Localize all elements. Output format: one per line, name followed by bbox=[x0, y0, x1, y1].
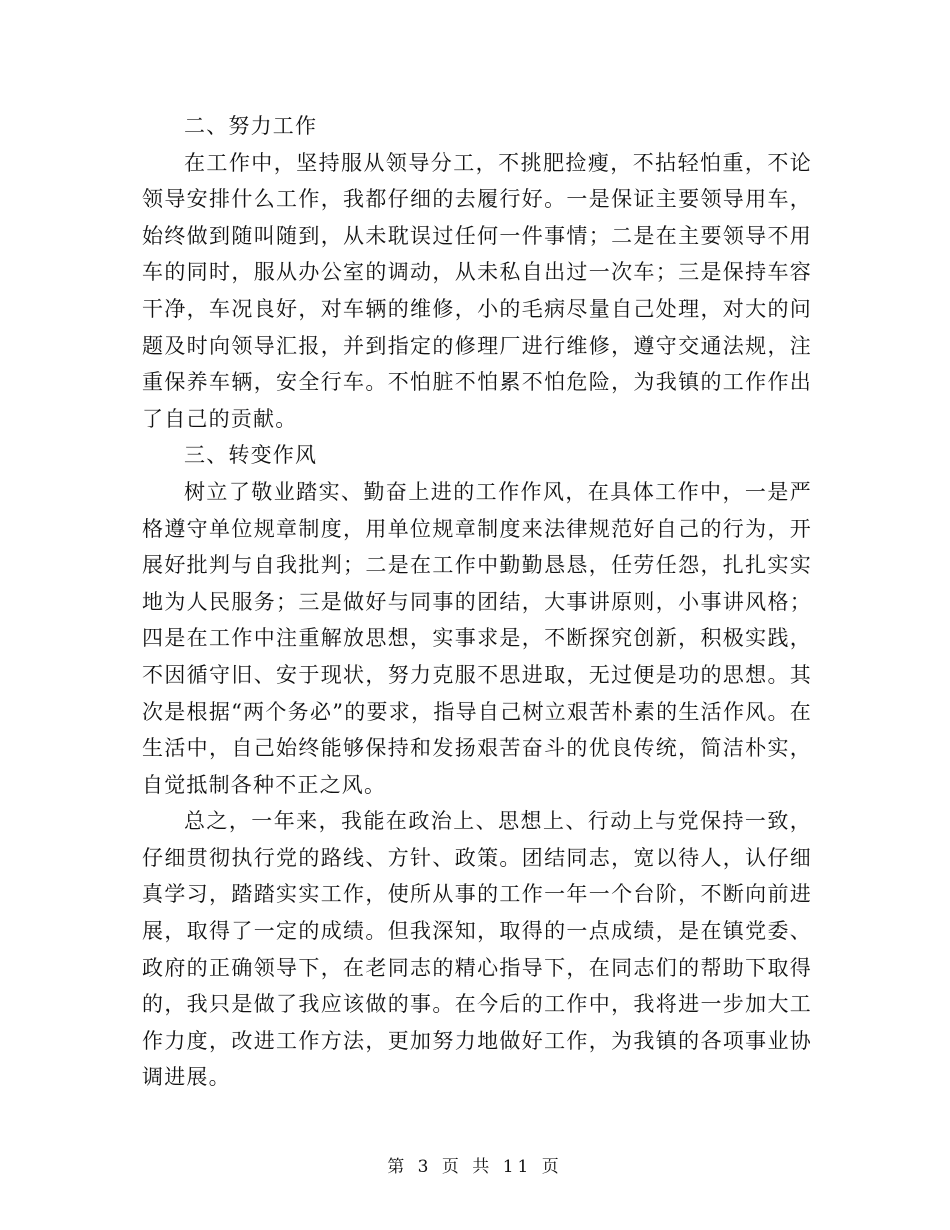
footer-total-pages: 11 bbox=[502, 1157, 533, 1177]
footer-prefix: 第 bbox=[387, 1157, 409, 1177]
footer-middle: 页 共 bbox=[441, 1157, 494, 1177]
section-heading: 三、转变作风 bbox=[184, 443, 318, 468]
footer-suffix: 页 bbox=[541, 1157, 563, 1177]
section-paragraph: 树立了敬业踏实、勤奋上进的工作作风，在具体工作中，一是严格遵守单位规章制度，用单位规章制度来法律规范好自己的行为，开展好批判与自我批判；二是在工作中勤勤恳恳，任劳任怨，扎扎实实地为人民服务；三是做好与同事的团结，大事讲原则，小事讲风格；四是在工作中注重解放思想，实事求是，不断探究创新，积极实践，不因循守旧、安于现状，努力克服不思进取，无过便是功的思想。其次是根据“两个务必”的要求，指导自己树立艰苦朴素的生活作风。在生活中，自己始终能够保持和发扬艰苦奋斗的优良传统，简洁朴实，自觉抵制各种不正之风。 bbox=[142, 479, 812, 797]
section-paragraph: 在工作中，坚持服从领导分工，不挑肥捡瘦，不拈轻怕重，不论领导安排什么工作，我都仔细的去履行好。一是保证主要领导用车，始终做到随叫随到，从未耽误过任何一件事情；二是在主要领导不用车的同时，服从办公室的调动，从未私自出过一次车；三是保持车容干净，车况良好，对车辆的维修，小的毛病尽量自己处理，对大的问题及时向领导汇报，并到指定的修理厂进行维修，遵守交通法规，注重保养车辆，安全行车。不怕脏不怕累不怕危险，为我镇的工作作出了自己的贡献。 bbox=[142, 150, 812, 431]
section-heading: 二、努力工作 bbox=[184, 114, 318, 138]
footer-page-number: 3 bbox=[417, 1157, 433, 1177]
document-body bbox=[142, 108, 812, 1096]
summary-paragraph: 总之，一年来，我能在政治上、思想上、行动上与党保持一致，仔细贯彻执行党的路线、方针、政策。团结同志，宽以待人，认仔细真学习，踏踏实实工作，使所从事的工作一年一个台阶，不断向前进展，取得了一定的成绩。但我深知，取得的一点成绩，是在镇党委、政府的正确领导下，在老同志的精心指导下，在同志们的帮助下取得的，我只是做了我应该做的事。在今后的工作中，我将进一步加大工作力度，改进工作方法，更加努力地做好工作，为我镇的各项事业协调进展。 bbox=[142, 809, 812, 1090]
page-footer bbox=[0, 1152, 950, 1177]
